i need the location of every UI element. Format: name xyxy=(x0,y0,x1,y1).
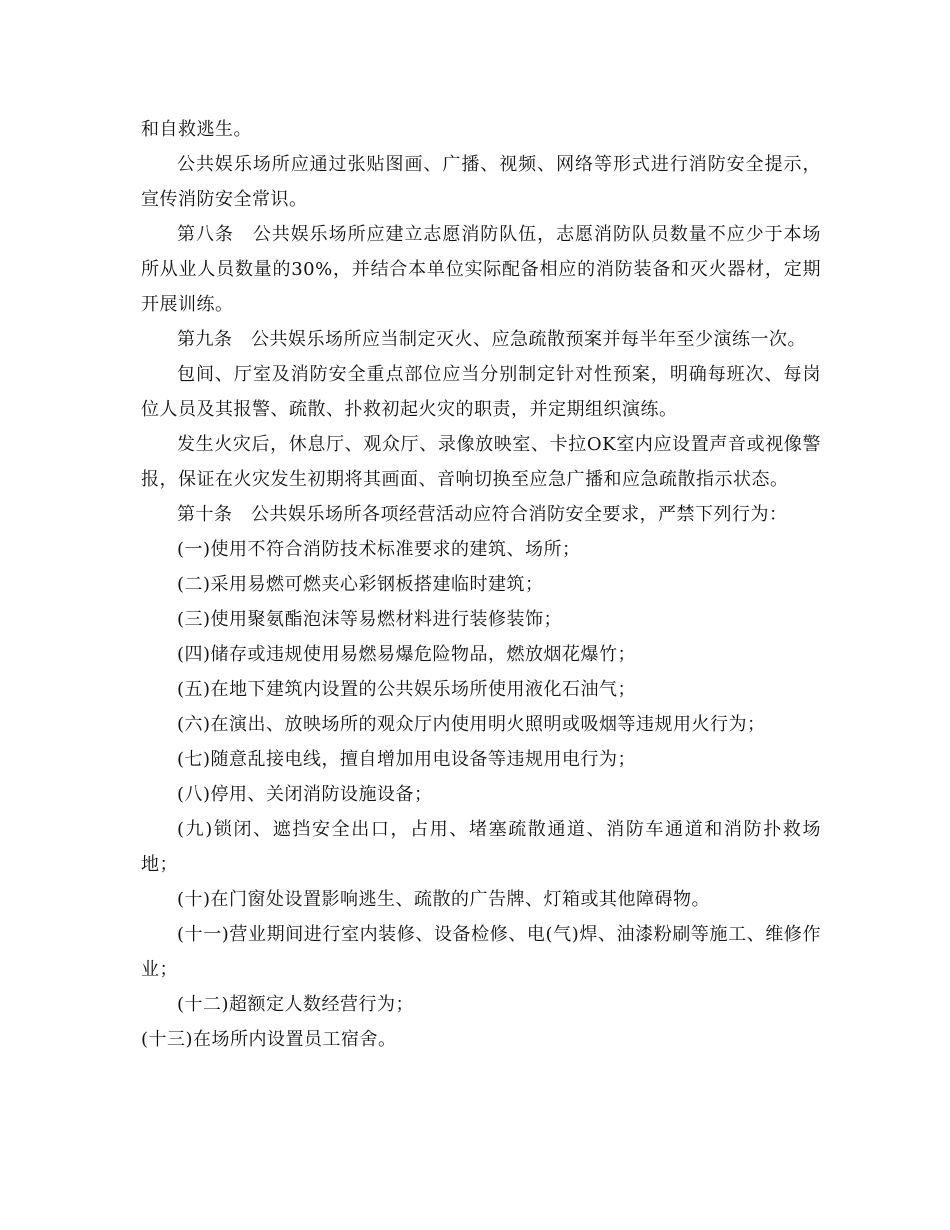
list-item: (十三)在场所内设置员工宿舍。 xyxy=(141,1029,397,1050)
document-body xyxy=(141,112,821,1057)
paragraph: 和自救逃生。 xyxy=(141,119,252,140)
list-item: (十一)营业期间进行室内装修、设备检修、电(气)焊、油漆粉刷等施工、维修作业； xyxy=(141,924,821,980)
list-item: (六)在演出、放映场所的观众厅内使用明火照明或吸烟等违规用火行为； xyxy=(177,714,766,735)
list-item: (一)使用不符合消防技术标准要求的建筑、场所； xyxy=(177,539,581,560)
list-item: (七)随意乱接电线，擅自增加用电设备等违规用电行为； xyxy=(177,749,637,770)
list-item: (四)储存或违规使用易燃易爆危险物品，燃放烟花爆竹； xyxy=(177,644,637,665)
list-item: (五)在地下建筑内设置的公共娱乐场所使用液化石油气； xyxy=(177,679,637,700)
paragraph: 发生火灾后，休息厅、观众厅、录像放映室、卡拉OK室内应设置声音或视像警报，保证在火灾发生初期将其画面、音响切换至应急广播和应急疏散指示状态。 xyxy=(141,434,821,490)
article-9-paragraph: 第九条 公共娱乐场所应当制定灭火、应急疏散预案并每半年至少演练一次。 xyxy=(177,329,806,350)
list-item: (三)使用聚氨酯泡沫等易燃材料进行装修装饰； xyxy=(177,609,563,630)
list-item: (十)在门窗处设置影响逃生、疏散的广告牌、灯箱或其他障碍物。 xyxy=(177,889,711,910)
paragraph: 公共娱乐场所应通过张贴图画、广播、视频、网络等形式进行消防安全提示，宣传消防安全常识。 xyxy=(141,154,821,210)
list-item: (九)锁闭、遮挡安全出口，占用、堵塞疏散通道、消防车通道和消防扑救场地； xyxy=(141,819,821,875)
list-item: (十二)超额定人数经营行为； xyxy=(177,994,415,1015)
article-8-paragraph: 第八条 公共娱乐场所应建立志愿消防队伍，志愿消防队员数量不应少于本场所从业人员数量的30%，并结合本单位实际配备相应的消防装备和灭火器材，定期开展训练。 xyxy=(141,224,821,315)
list-item: (八)停用、关闭消防设施设备； xyxy=(177,784,433,805)
list-item: (二)采用易燃可燃夹心彩钢板搭建临时建筑； xyxy=(177,574,544,595)
article-10-paragraph: 第十条 公共娱乐场所各项经营活动应符合消防安全要求，严禁下列行为： xyxy=(177,504,788,525)
paragraph: 包间、厅室及消防安全重点部位应当分别制定针对性预案，明确每班次、每岗位人员及其报警、疏散、扑救初起火灾的职责，并定期组织演练。 xyxy=(141,364,821,420)
